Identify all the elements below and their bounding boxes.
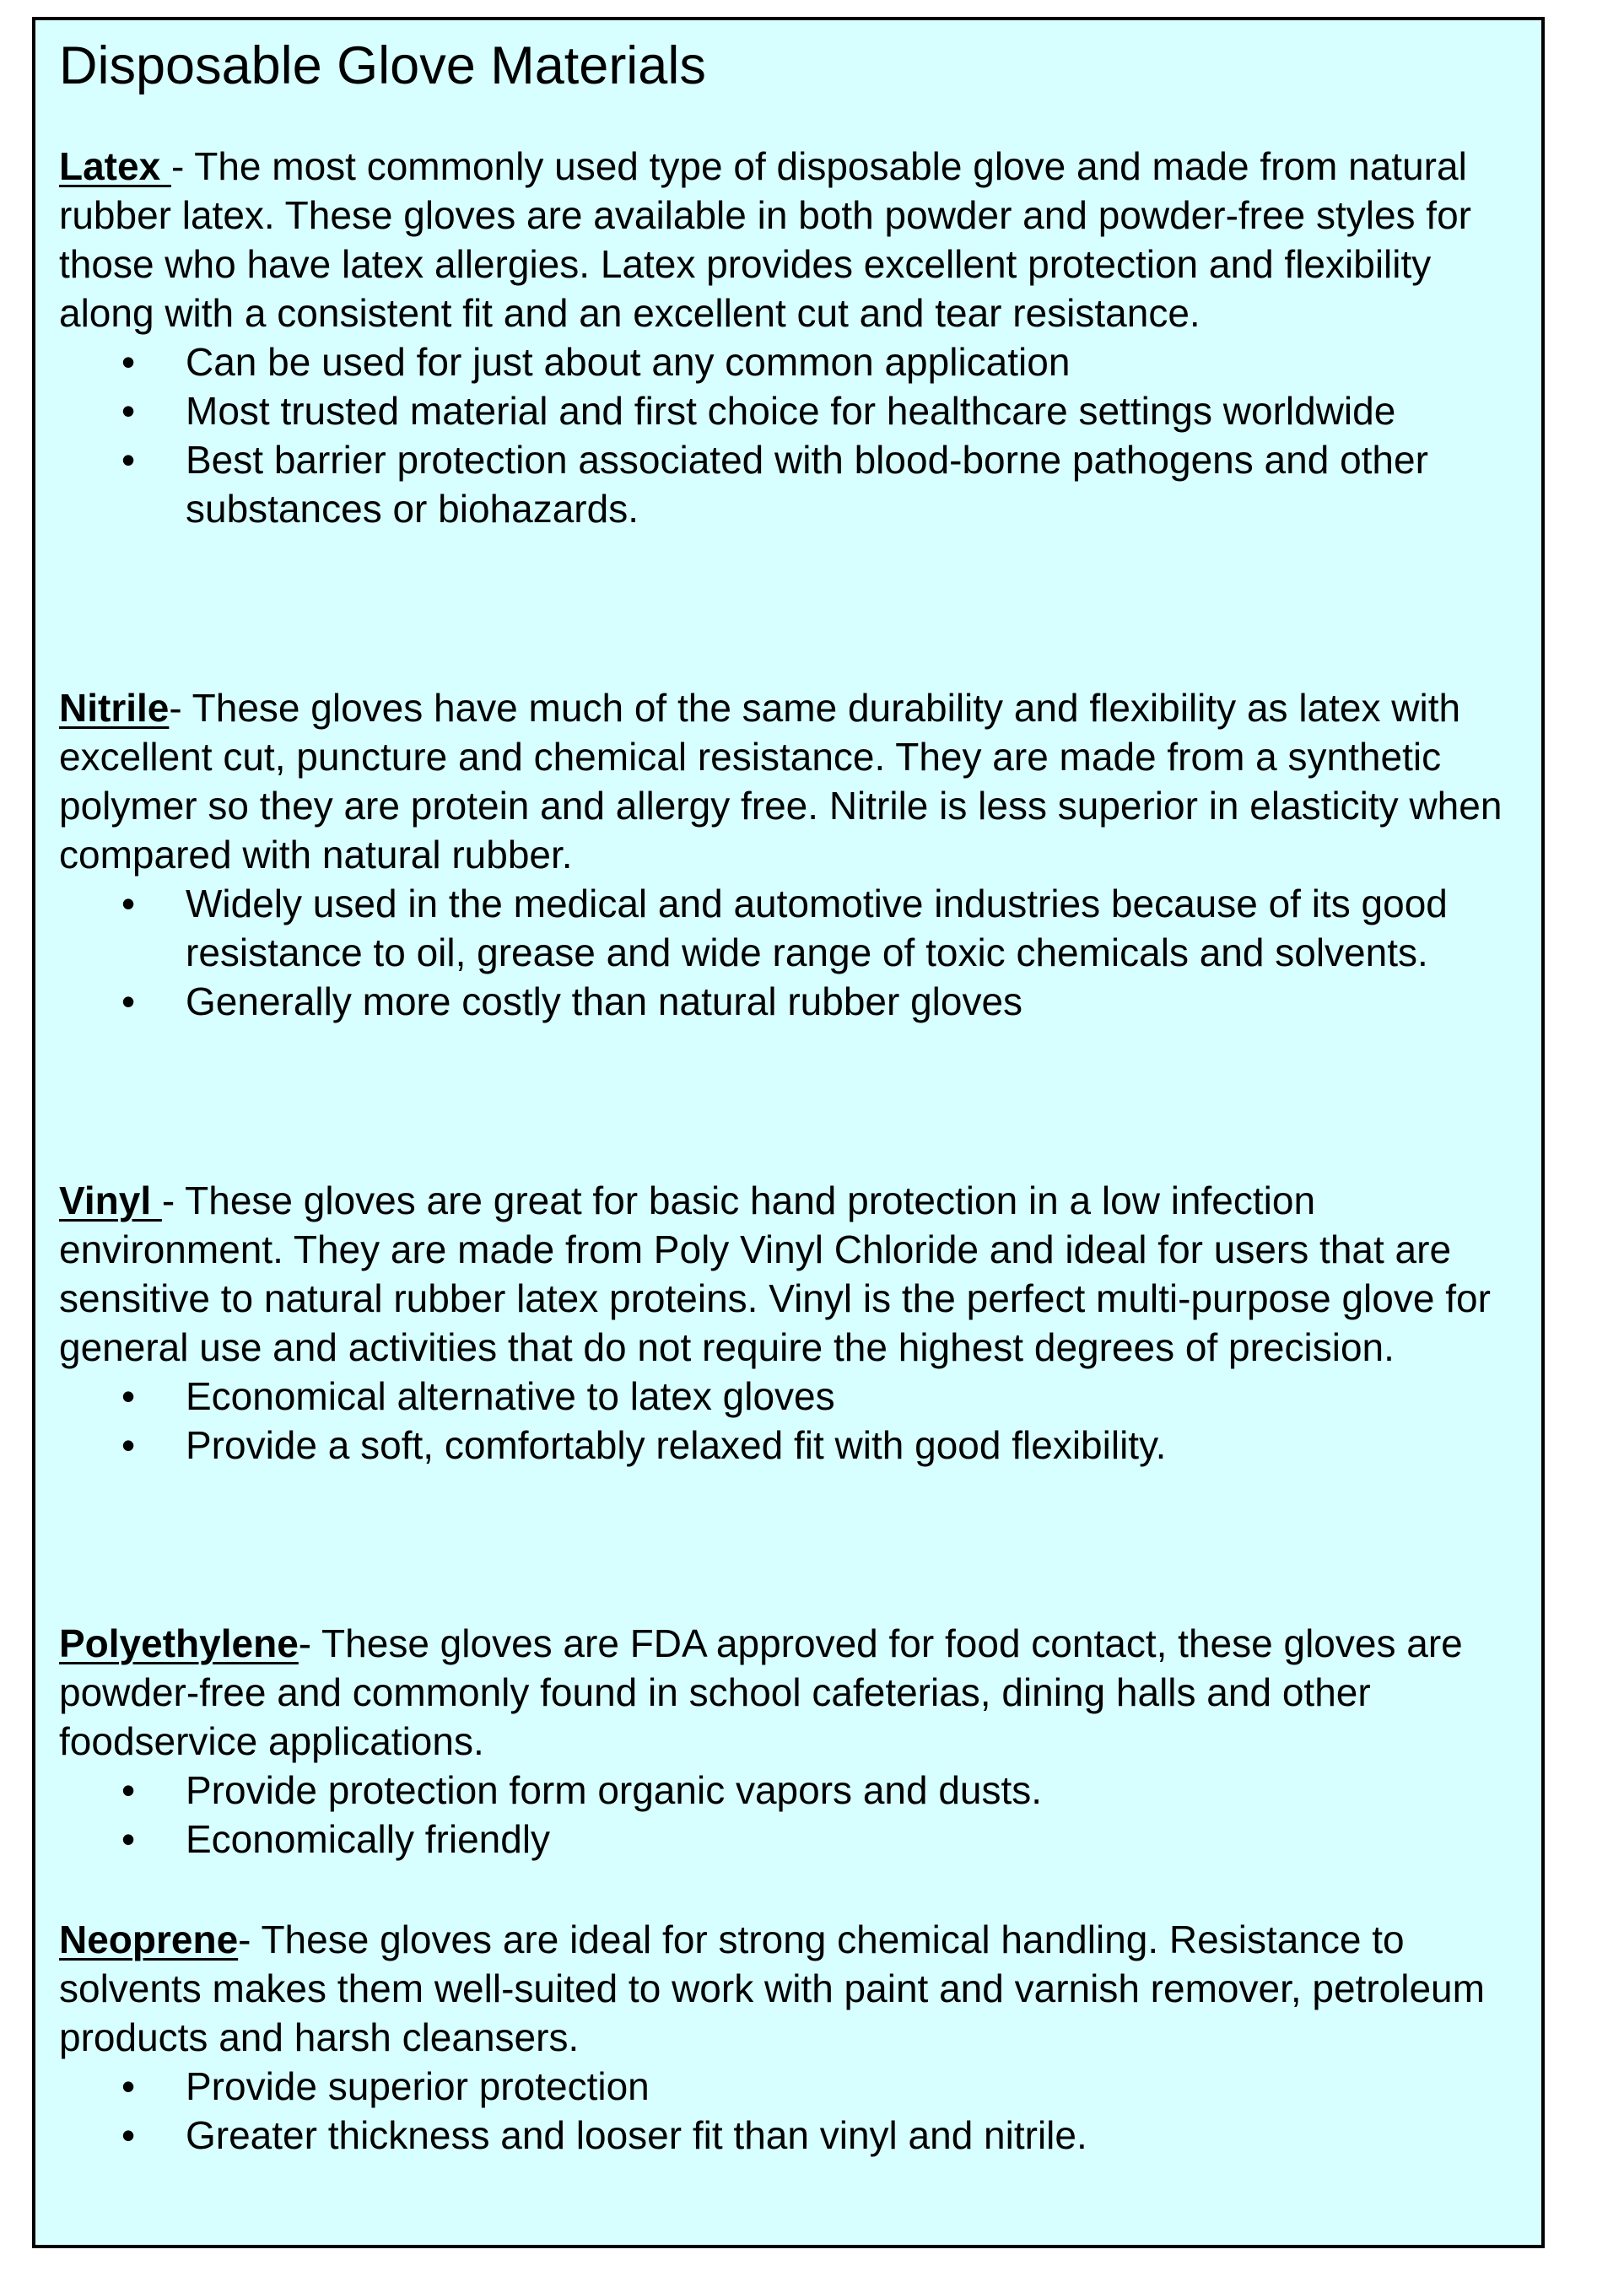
- bullet-icon: •: [121, 1423, 136, 1467]
- section-term: Polyethylene: [59, 1621, 299, 1665]
- section-paragraph: [59, 142, 1535, 337]
- section-neoprene: [59, 1915, 1535, 2160]
- section-description: - These gloves are FDA approved for food contact, these gloves are powder-free and commonly found in school cafeterias, dining halls and other foodservice applications.: [59, 1621, 1463, 1763]
- bullet-list: [59, 1766, 1535, 1864]
- list-item-text: Provide a soft, comfortably relaxed fit with good flexibility.: [186, 1423, 1167, 1467]
- section-term: Nitrile: [59, 686, 170, 730]
- bullet-icon: •: [121, 1768, 136, 1812]
- section-term: Vinyl: [59, 1179, 162, 1222]
- section-vinyl: [59, 1176, 1535, 1470]
- bullet-icon: •: [121, 1374, 136, 1418]
- section-description: - These gloves have much of the same durability and flexibility as latex with excellent cut, puncture and chemical resistance. They are made from a synthetic polymer so they are protein and allergy free. Nitrile is less superior in elasticity when compared with natural rubber.: [59, 686, 1503, 877]
- section-term: Latex: [59, 144, 171, 188]
- bullet-list: [59, 2062, 1535, 2160]
- page-title: Disposable Glove Materials: [59, 36, 706, 95]
- list-item: [121, 1372, 1535, 1421]
- section-nitrile: [59, 683, 1535, 1026]
- list-item: [121, 977, 1535, 1026]
- list-item-text: Widely used in the medical and automotive industries because of its good resistance to oil, grease and wide range of toxic chemicals and solvents.: [186, 882, 1448, 974]
- bullet-list: [59, 337, 1535, 533]
- section-description: - The most commonly used type of disposable glove and made from natural rubber latex. These gloves are available in both powder and powder-free styles for those who have latex allergies. Latex provides excellent protection and flexibility along with a consistent fit and an excellent cut and tear resistance.: [59, 144, 1471, 335]
- bullet-icon: •: [121, 2064, 136, 2108]
- bullet-icon: •: [121, 438, 136, 482]
- section-term: Neoprene: [59, 1918, 239, 1961]
- list-item-text: Greater thickness and looser fit than vinyl and nitrile.: [186, 2113, 1087, 2157]
- list-item: [121, 1421, 1535, 1470]
- list-item: [121, 1815, 1535, 1864]
- list-item-text: Provide protection form organic vapors and dusts.: [186, 1768, 1043, 1812]
- bullet-icon: •: [121, 979, 136, 1023]
- section-paragraph: [59, 1619, 1535, 1766]
- bullet-icon: •: [121, 2113, 136, 2157]
- bullet-icon: •: [121, 340, 136, 384]
- section-description: - These gloves are ideal for strong chemical handling. Resistance to solvents makes them well-suited to work with paint and varnish remover, petroleum products and harsh cleansers.: [59, 1918, 1485, 2059]
- list-item-text: Best barrier protection associated with blood-borne pathogens and other substances or biohazards.: [186, 438, 1428, 531]
- section-description: - These gloves are great for basic hand protection in a low infection environment. They are made from Poly Vinyl Chloride and ideal for users that are sensitive to natural rubber latex proteins. Vinyl is the perfect multi-purpose glove for general use and activities that do not require the highest degrees of precision.: [59, 1179, 1491, 1369]
- section-paragraph: [59, 1176, 1535, 1372]
- bullet-icon: •: [121, 389, 136, 433]
- list-item: [121, 337, 1535, 386]
- list-item-text: Generally more costly than natural rubber gloves: [186, 979, 1023, 1023]
- list-item-text: Most trusted material and first choice for healthcare settings worldwide: [186, 389, 1396, 433]
- list-item: [121, 386, 1535, 435]
- section-polyethylene: [59, 1619, 1535, 1864]
- list-item-text: Provide superior protection: [186, 2064, 650, 2108]
- list-item: [121, 435, 1535, 533]
- list-item-text: Can be used for just about any common application: [186, 340, 1071, 384]
- list-item-text: Economically friendly: [186, 1817, 551, 1861]
- section-paragraph: [59, 683, 1535, 879]
- bullet-list: [59, 1372, 1535, 1470]
- list-item: [121, 1766, 1535, 1815]
- list-item-text: Economical alternative to latex gloves: [186, 1374, 835, 1418]
- list-item: [121, 2062, 1535, 2111]
- bullet-icon: •: [121, 882, 136, 925]
- bullet-icon: •: [121, 1817, 136, 1861]
- bullet-list: [59, 879, 1535, 1026]
- section-latex: [59, 142, 1535, 533]
- list-item: [121, 2111, 1535, 2160]
- section-paragraph: [59, 1915, 1535, 2062]
- list-item: [121, 879, 1535, 977]
